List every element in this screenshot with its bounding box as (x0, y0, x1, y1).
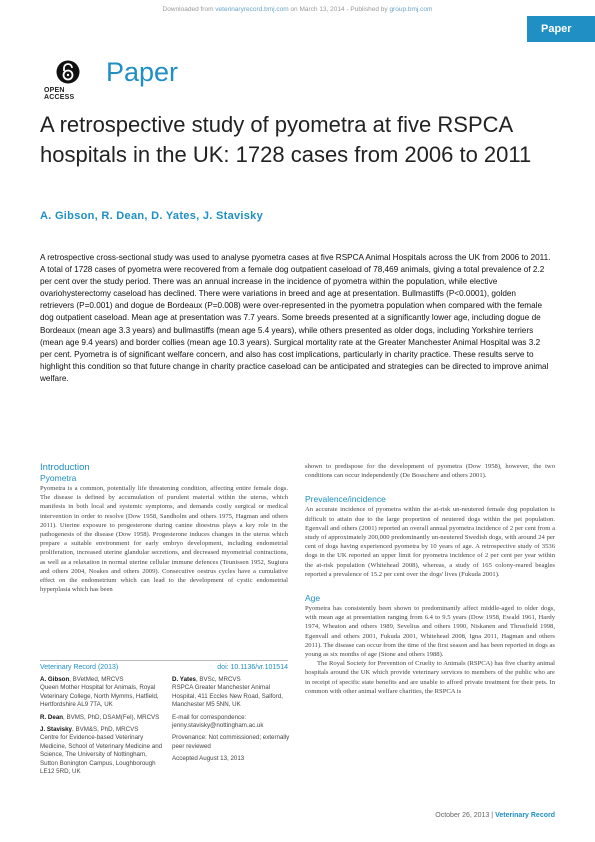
footer-separator: | (489, 812, 496, 819)
page-footer (380, 812, 555, 819)
email-label: E-mail for correspondence: (172, 713, 247, 721)
article-title: A retrospective study of pyometra at five RSPCA hospitals in the UK: 1728 cases from 2006 to 2011 (40, 112, 532, 167)
doi[interactable]: doi: 10.1136/vr.101514 (217, 664, 288, 671)
affiliations-left (40, 676, 164, 780)
paragraph: Pyometra has consistently been shown to predominantly affect middle-aged to older dogs, with mean age at presentation ranging from 6.4 to 9.5 years (Dow 1958, Ewald 1961, Hardy 1974, Wheaton and others 1989, Sevelius and others 1990, Niskanen and Thrusfield 1998, Egenvall and others 2001, Fukuda 2001, Whitehead 2008, Igna 2011, Hagman and others 2011). The disease can occur from the time of the first season and has been reported in dogs as young as six months of age (Stone and others 1988). (305, 605, 555, 659)
affiliation-gibson (40, 676, 164, 710)
affiliation-yates (172, 676, 292, 710)
accepted-date: Accepted August 13, 2013 (172, 755, 245, 763)
right-column (305, 462, 555, 696)
citation-bar (40, 660, 288, 671)
paragraph: The Royal Society for Prevention of Cruelty to Animals (RSPCA) has five charity animal hospitals around the UK which provide veterinary services to members of the public who are in receipt of specific state benefits and are unable to afford private treatment for their pets. In common with other animal welfare charities, the RSPCA is (305, 660, 555, 695)
author-name: D. Yates (172, 676, 196, 683)
author-name: J. Stavisky (40, 726, 72, 734)
author-quals: , BVetMed, MRCVS (69, 676, 124, 683)
paragraph: shown to predispose for the development of pyometra (Dow 1958), however, the two conditions can occur independently (De Bosschere and others 2001). (305, 463, 555, 480)
affiliation-stavisky (40, 726, 164, 776)
paragraph: Pyometra is a common, potentially life threatening condition, affecting entire female dogs. The disease is defined by accumulation of purulent material within the uterus, which manifests in both local and systemic symptoms, and demands costly surgical or medical intervention in order to resolve (Dow 1958, Sandholm and others 1975, Hagman and others 2011). Uterine exposure to progesterone during canine dioestrus plays a key role in the pathogenesis of the disease (Dow 1958). Progesterone induces changes in the uterus which prepare a suitable environment for early embryo development, including endometrial proliferation, increased uterine glandular secretions, and decreased myometrial contractions, as well as a relaxation in normal uterine cellular immune defences (Teunissen 1952, Sugiura and others 2004, Noakes and others 2009). Consecutive oestrus cycles have a cumulative effect on the endometrium which can lead to the development of cystic endometrial hyperplasia which has been (40, 485, 288, 594)
publisher-link[interactable]: group.bmj.com (389, 6, 433, 13)
heading-introduction: Introduction (40, 462, 90, 473)
author-name: R. Dean (40, 713, 64, 721)
author-address: RSPCA Greater Manchester Animal Hospital, 411 Eccles New Road, Salford, Manchester M5 5NN, UK (172, 684, 283, 709)
author-quals: , BVSc, MRCVS (195, 676, 241, 683)
left-column (40, 462, 288, 594)
author-list: A. Gibson, R. Dean, D. Yates, J. Stavisky (40, 210, 264, 222)
author-quals: , BVMS, PhD, DSAM(Fel), MRCVS (63, 713, 160, 721)
download-notice-text: Downloaded from (162, 6, 216, 13)
author-quals: , BVM&S, PhD, MRCVS (72, 726, 139, 734)
correspondence (172, 714, 292, 731)
download-notice-text-2: on March 13, 2014 - Published by (288, 6, 390, 13)
section-tab: Paper (527, 16, 595, 42)
author-address: Centre for Evidence-based Veterinary Medicine, School of Veterinary Medicine and Science, The University of Nottingham, Sutton Bonington Campus, Loughborough LE12 5RD, UK (40, 734, 163, 776)
open-access-label: OPEN ACCESS (44, 87, 75, 101)
download-notice (0, 6, 595, 13)
site-link[interactable]: veterinaryrecord.bmj.com (215, 6, 289, 13)
open-access-padlock-icon (56, 60, 80, 84)
heading-prevalence: Prevalence/incidence (305, 494, 386, 505)
affiliation-dean (40, 714, 164, 722)
email-link[interactable]: jenny.stavisky@nottingham.ac.uk (172, 722, 264, 730)
author-name: A. Gibson (40, 676, 70, 683)
provenance: Provenance: Not commissioned; externally peer reviewed (172, 734, 290, 750)
author-address: Queen Mother Hospital for Animals, Royal Veterinary College, North Mymms, Hatfield, Hertfordshire AL9 7TA, UK (40, 684, 159, 709)
footer-journal: Veterinary Record (495, 812, 555, 819)
section-label: Paper (106, 57, 179, 87)
journal-citation: Veterinary Record (2013) (40, 664, 119, 671)
heading-age: Age (305, 593, 321, 604)
heading-pyometra: Pyometra (40, 473, 77, 483)
open-access-badge (44, 60, 94, 101)
abstract: A retrospective cross-sectional study was used to analyse pyometra cases at five RSPCA Animal Hospitals across the UK from 2006 to 2011. A total of 1728 cases of pyometra were recovered from a female dog outpatient caseload of 78,469 animals, giving a total prevalence of 2.2 per cent over the study period. There was an annual increase in the incidence of pyometra within the population, while elective ovariohysterectomy caseload has declined. There were variations in breed and age at presentation. Bullmastiffs (P<0.0001), golden retrievers (P=0.001) and dogue de Bordeaux (P=0.008) were over-represented in the pyometra population when compared with the female dog outpatient caseload. Mean age at presentation was 7.7 years. Some breeds presented at a significantly lower age, including dogue de Bordeaux (mean age 3.3 years) and bullmastiffs (mean age 5.4 years), while others presented as older dogs, including Yorkshire terriers (mean age 9.4 years) and border collies (mean age 10.3 years). Surgical mortality rate at the Greater Manchester Animal Hospital was 3.2 per cent. Pyometra is of significant welfare concern, and also has cost implications, particularly in charity practice. These results serve to highlight this condition so that future change in charity practice caseload can be anticipated and strategies can be directed to improve animal welfare. (40, 253, 551, 383)
affiliations-right (172, 676, 292, 768)
paragraph: An accurate incidence of pyometra within the at-risk un-neutered female dog population is difficult to attain due to the large proportion of neutered dogs within the pet population. Egenvall and others (2001) reported an overall annual pyometra incidence of 2 per cent from a study of approximately 200,000 predominantly un-neutered Swedish dogs, with around 24 per cent of dogs having experienced pyometra by 10 years of age. A retrospective study of 3536 dogs in the UK reported an upper limit for pyometra incidence of 2 per cent per year within the at-risk population (Whitehead 2008), whereas, a study of 165 colony-reared beagles reported a prevalence of 15.2 per cent over the dogs' lives (Fukuda 2001). (305, 506, 555, 578)
footer-date: October 26, 2013 (435, 812, 490, 819)
